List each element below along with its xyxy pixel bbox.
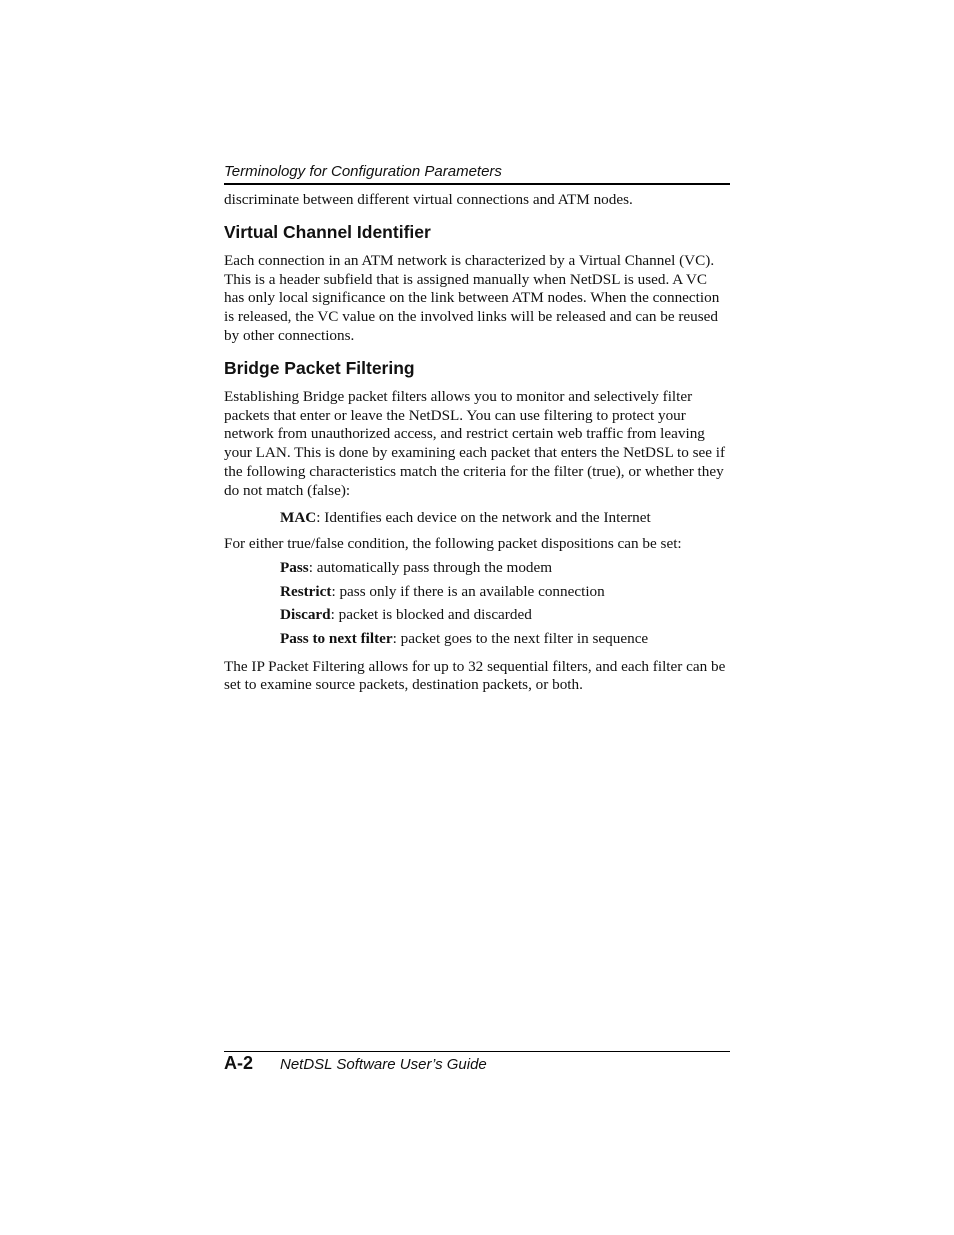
- disposition-discard: [224, 606, 730, 625]
- disposition-desc: : automatically pass through the modem: [308, 559, 553, 577]
- page-number: A-2: [224, 1053, 254, 1073]
- running-header: Terminology for Configuration Parameters: [224, 162, 730, 185]
- bridge-paragraph: Establishing Bridge packet filters allows you to monitor and selectively filter packets that enter or leave the NetDSL. You can use filtering to protect your network from unauthorized access, and restrict certain web traffic from leaving your LAN. This is done by examining each packet that enters the NetDSL to see if the following characteristics match the criteria for the filter (true), or whether they do not match (false):: [224, 387, 726, 499]
- mac-item: [224, 509, 730, 528]
- disposition-pass: [224, 559, 730, 578]
- disposition-term: Pass: [280, 559, 309, 577]
- intro-continuation: discriminate between different virtual connections and ATM nodes.: [224, 191, 633, 208]
- bridge-heading: Bridge Packet Filtering: [224, 357, 415, 378]
- disposition-restrict: [224, 583, 730, 602]
- disposition-desc: : packet goes to the next filter in sequence: [392, 629, 649, 647]
- page-footer: [224, 1051, 730, 1075]
- disposition-desc: : pass only if there is an available connection: [331, 582, 605, 600]
- vci-paragraph: Each connection in an ATM network is characterized by a Virtual Channel (VC). This is a header subfield that is assigned manually when NetDSL is used. A VC has only local significance on the link between ATM nodes. When the connection is released, the VC value on the involved links will be released and can be reused by other connections.: [224, 251, 720, 344]
- disposition-term: Pass to next filter: [280, 629, 393, 647]
- mac-desc: : Identifies each device on the network and the Internet: [316, 508, 651, 526]
- book-title: NetDSL Software User’s Guide: [280, 1056, 487, 1073]
- mac-term: MAC: [280, 508, 317, 526]
- page-content: [224, 191, 730, 695]
- disposition-desc: : packet is blocked and discarded: [330, 606, 532, 624]
- dispositions-intro: For either true/false condition, the following packet dispositions can be set:: [224, 535, 682, 553]
- vci-heading: Virtual Channel Identifier: [224, 221, 431, 242]
- disposition-pass-next: [224, 630, 730, 649]
- disposition-term: Restrict: [280, 582, 332, 600]
- closing-paragraph: The IP Packet Filtering allows for up to 32 sequential filters, and each filter can be set to examine source packets, destination packets, or both.: [224, 657, 726, 694]
- disposition-term: Discard: [280, 606, 331, 624]
